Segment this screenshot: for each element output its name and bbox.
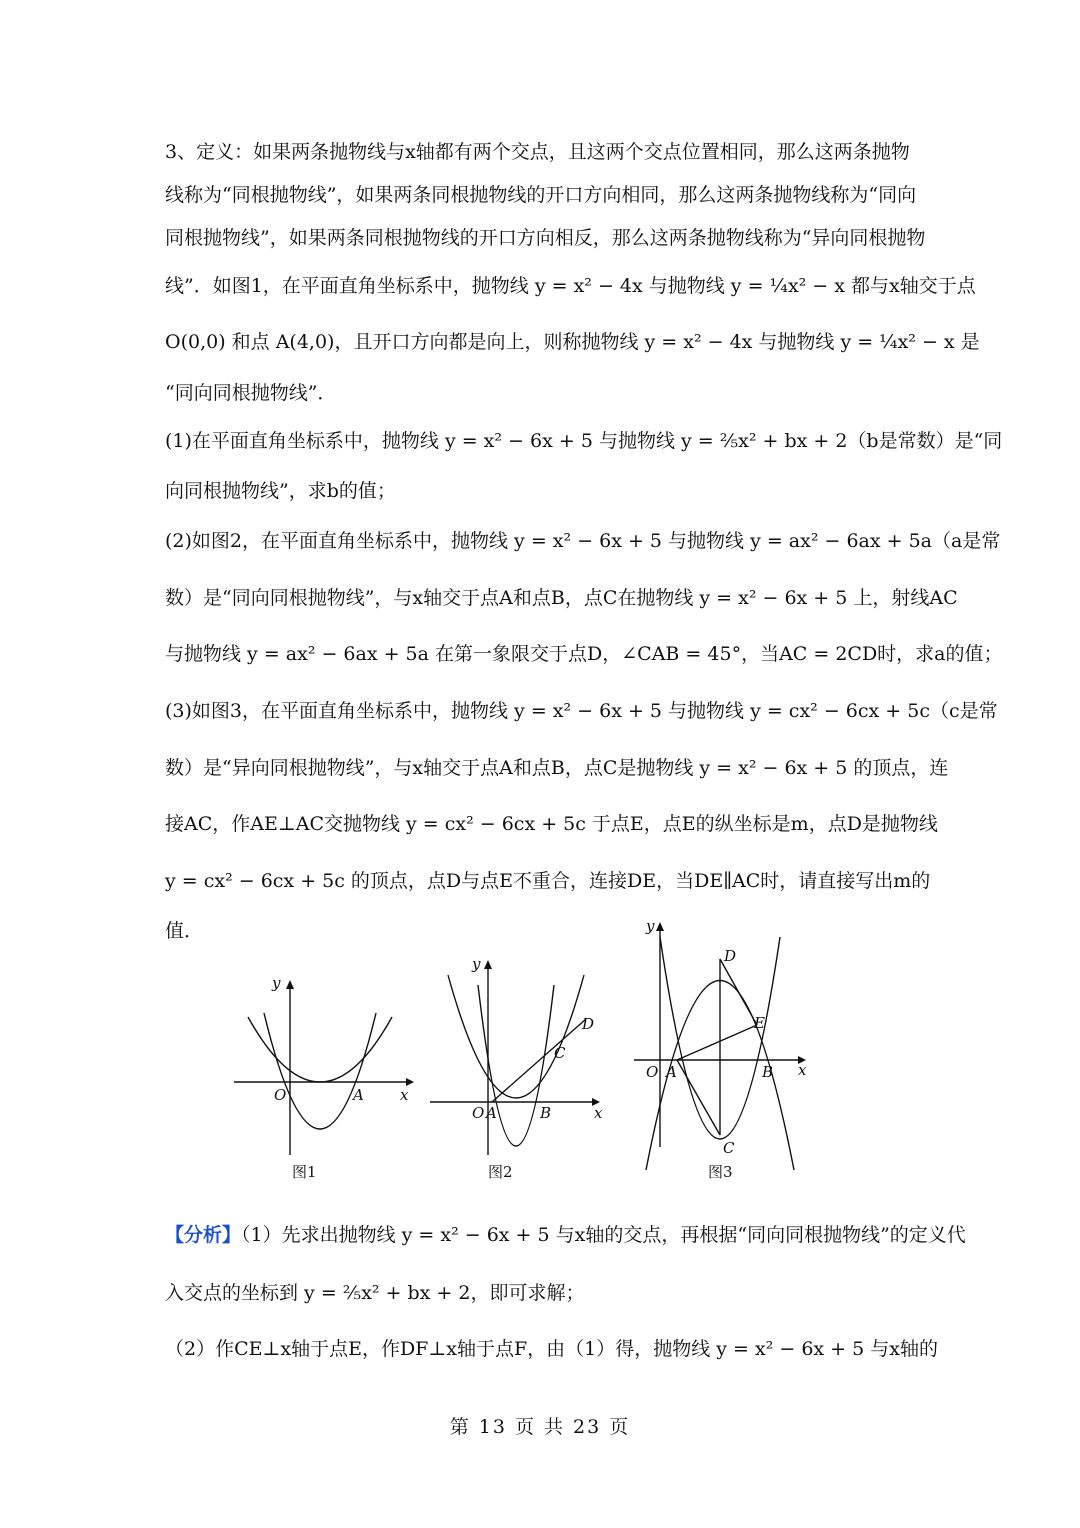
- fig2-label-x: x: [594, 1104, 603, 1122]
- fig1-parabola-narrow: [264, 1013, 376, 1129]
- fig2-label-o: O: [472, 1104, 485, 1122]
- fig2-parabola-wide: [448, 975, 584, 1098]
- problem-part3-line-2: 数）是“异向同根抛物线”，与x轴交于点A和点B，点C是抛物线 y = x² − 6x + 5 的顶点，连: [165, 757, 949, 779]
- problem-part3-line-5: 值．: [165, 920, 204, 942]
- problem-part3-line-1: (3)如图3，在平面直角坐标系中，抛物线 y = x² − 6x + 5 与抛物线 y = cx² − 6cx + 5c（c是常: [165, 700, 998, 722]
- analysis-tag: 【分析】: [165, 1224, 242, 1246]
- figure-3: [634, 922, 806, 1170]
- problem-line-2: 线称为“同根抛物线”，如果两条同根抛物线的开口方向相同，那么这两条抛物线称为“同向: [165, 184, 917, 206]
- fig2-label-a: A: [486, 1104, 497, 1122]
- problem-line-3: 同根抛物线”，如果两条同根抛物线的开口方向相反，那么这两条抛物线称为“异向同根抛物: [165, 227, 926, 249]
- fig3-label-b: B: [762, 1063, 774, 1081]
- figure-1: [234, 980, 414, 1155]
- problem-line-6: “同向同根抛物线”．: [165, 382, 337, 404]
- fig3-label-c: C: [723, 1139, 735, 1157]
- fig1-label-x: x: [400, 1086, 409, 1104]
- fig2-label-d: D: [582, 1015, 595, 1033]
- analysis-text-1: （1）先求出抛物线 y = x² − 6x + 5 与x轴的交点，再根据“同向同根抛物线”的定义代: [241, 1224, 966, 1246]
- fig3-y-arrow: [656, 922, 664, 931]
- fig3-segment-ae: [677, 1025, 757, 1060]
- analysis-line-2: 入交点的坐标到 y = ⅖x² + bx + 2，即可求解；: [165, 1282, 585, 1304]
- fig1-x-arrow: [406, 1078, 414, 1086]
- analysis-line-1: [165, 1220, 966, 1250]
- problem-part1-line-2: 向同根抛物线”，求b的值；: [165, 480, 396, 502]
- problem-part2-line-1: (2)如图2，在平面直角坐标系中，抛物线 y = x² − 6x + 5 与抛物线 y = ax² − 6ax + 5a（a是常: [165, 530, 1001, 552]
- fig3-label-a: A: [666, 1063, 677, 1081]
- problem-part3-line-4: y = cx² − 6cx + 5c 的顶点，点D与点E不重合，连接DE，当DE∥AC时，请直接写出m的: [165, 870, 931, 892]
- fig3-label-y: y: [646, 917, 655, 935]
- fig2-label-c: C: [554, 1044, 566, 1062]
- fig1-label-y: y: [272, 974, 281, 992]
- page-footer: 第 13 页 共 23 页: [449, 1416, 631, 1438]
- fig1-label-a: A: [353, 1086, 364, 1104]
- fig3-label-o: O: [646, 1063, 659, 1081]
- fig3-caption: 图3: [708, 1163, 733, 1181]
- fig1-label-o: O: [274, 1086, 287, 1104]
- fig2-label-b: B: [540, 1104, 552, 1122]
- problem-line-4: 线”．如图1，在平面直角坐标系中，抛物线 y = x² − 4x 与抛物线 y = ¼x² − x 都与x轴交于点: [165, 275, 976, 297]
- figures-group: [220, 915, 840, 1195]
- fig1-caption: 图1: [292, 1163, 317, 1181]
- fig3-label-d: D: [724, 947, 737, 965]
- fig3-segment-ac: [677, 1060, 720, 1135]
- fig3-segment-de: [720, 959, 757, 1025]
- fig2-label-y: y: [472, 955, 481, 973]
- problem-line-1: 3、定义：如果两条抛物线与x轴都有两个交点，且这两个交点位置相同，那么这两条抛物: [165, 141, 910, 163]
- fig2-y-arrow: [484, 960, 492, 969]
- fig2-caption: 图2: [488, 1163, 513, 1181]
- problem-line-5: O(0,0) 和点 A(4,0)，且开口方向都是向上，则称抛物线 y = x² − 4x 与抛物线 y = ¼x² − x 是: [165, 331, 980, 353]
- fig1-parabola-wide: [248, 1017, 392, 1082]
- figure-2: [430, 960, 600, 1155]
- analysis-line-3: （2）作CE⊥x轴于点E，作DF⊥x轴于点F，由（1）得，抛物线 y = x² − 6x + 5 与x轴的: [165, 1338, 938, 1360]
- problem-part2-line-2: 数）是“同向同根抛物线”，与x轴交于点A和点B，点C在抛物线 y = x² − 6x + 5 上，射线AC: [165, 587, 958, 609]
- fig3-label-x: x: [798, 1061, 807, 1079]
- problem-part3-line-3: 接AC，作AE⊥AC交抛物线 y = cx² − 6cx + 5c 于点E，点E的纵坐标是m，点D是抛物线: [165, 813, 938, 835]
- problem-part1-line-1: (1)在平面直角坐标系中，抛物线 y = x² − 6x + 5 与抛物线 y = ⅖x² + bx + 2（b是常数）是“同: [165, 430, 1003, 452]
- fig3-label-e: E: [754, 1014, 765, 1032]
- fig1-y-arrow: [286, 980, 294, 989]
- problem-part2-line-3: 与抛物线 y = ax² − 6ax + 5a 在第一象限交于点D，∠CAB = 45°，当AC = 2CD时，求a的值；: [165, 643, 1003, 665]
